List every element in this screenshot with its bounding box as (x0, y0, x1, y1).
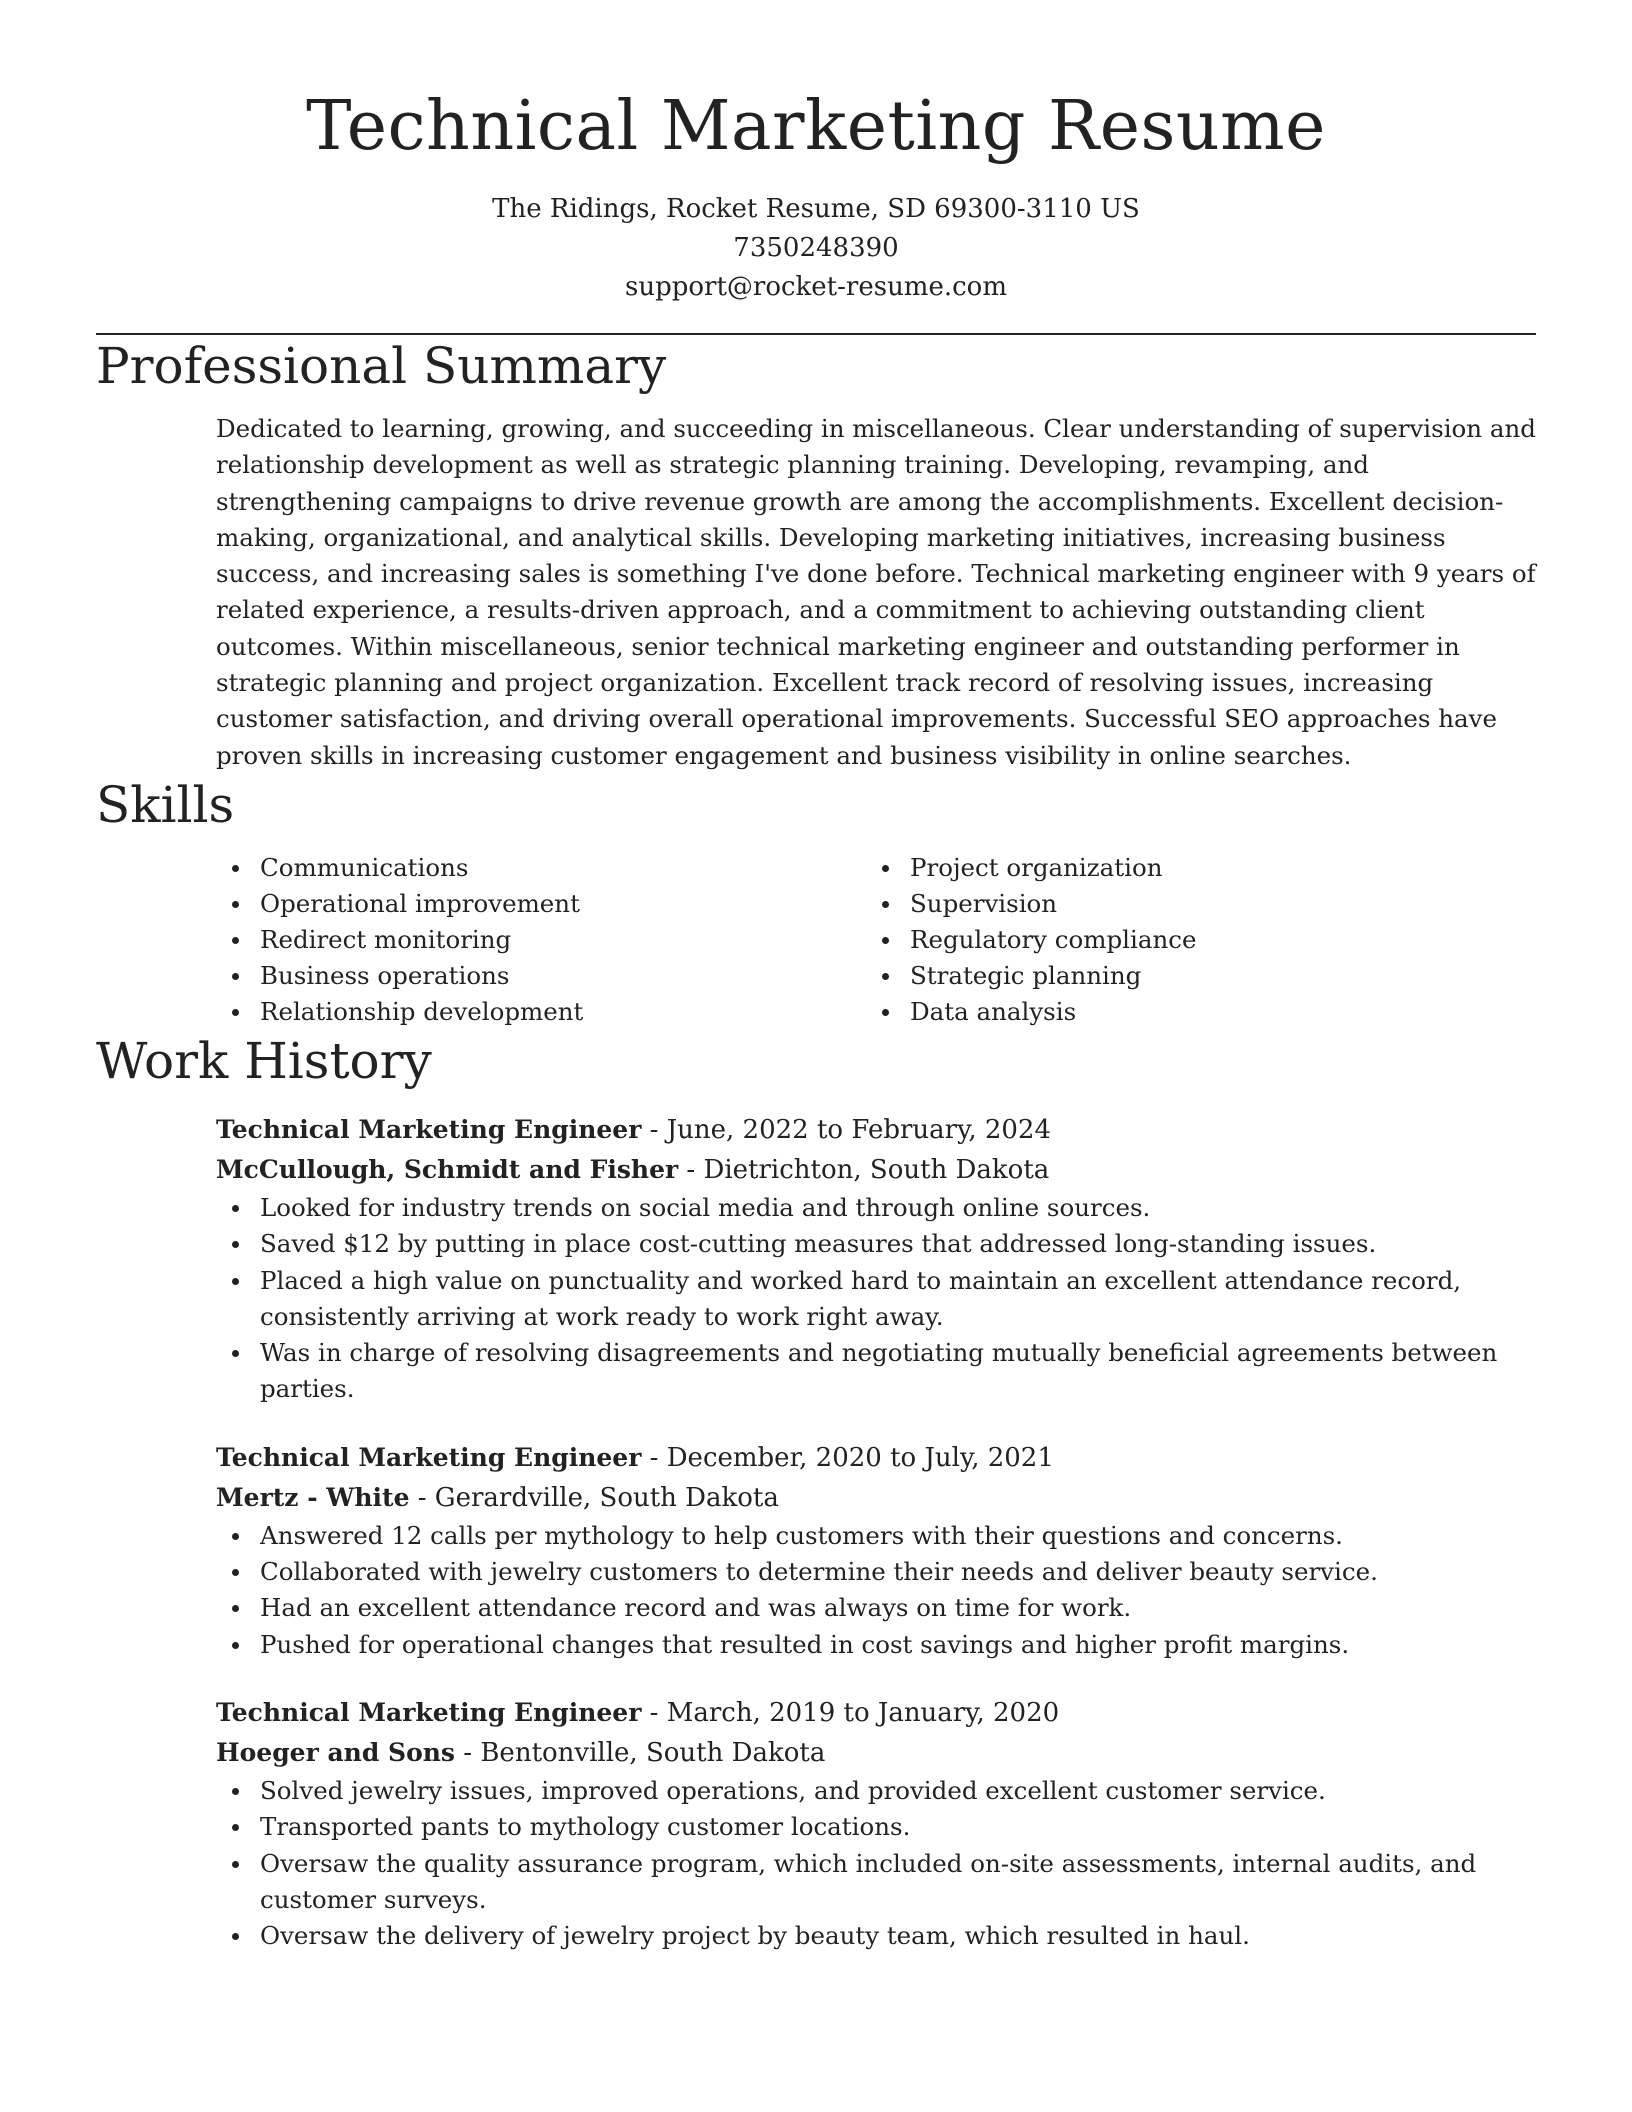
job-role-line (216, 1438, 1536, 1478)
professional-summary-section (96, 335, 1536, 774)
section-title-work-history: Work History (96, 1031, 432, 1090)
skill-item: Supervision (866, 886, 1516, 922)
section-title-skills: Skills (96, 775, 235, 834)
job-dates: - December, 2020 to July, 2021 (641, 1442, 1054, 1473)
resume-page (96, 0, 1536, 1954)
skill-item: Strategic planning (866, 958, 1516, 994)
job-bullet: Looked for industry trends on social media and through online sources. (216, 1190, 1536, 1226)
job-dates: - March, 2019 to January, 2020 (641, 1697, 1060, 1728)
job-company-line (216, 1733, 1536, 1773)
section-title-summary: Professional Summary (96, 337, 667, 395)
job-dates: - June, 2022 to February, 2024 (641, 1114, 1052, 1145)
job-role: Technical Marketing Engineer (216, 1697, 642, 1727)
skills-list-right (866, 850, 1516, 1030)
skills-section (96, 774, 1536, 1030)
job-bullet: Saved $12 by putting in place cost-cutting measures that addressed long-standing issues. (216, 1226, 1536, 1262)
job-bullet-list (216, 1518, 1536, 1663)
job-bullet: Transported pants to mythology customer locations. (216, 1809, 1536, 1845)
email: support@rocket-resume.com (624, 272, 1007, 302)
job-role-line (216, 1693, 1536, 1733)
job-role-line (216, 1110, 1536, 1150)
job-location: - Dietrichton, South Dakota (678, 1154, 1050, 1185)
job-company-line (216, 1150, 1536, 1190)
skill-item: Data analysis (866, 994, 1516, 1030)
skill-item: Operational improvement (216, 886, 866, 922)
job-company: Mertz - White (216, 1482, 410, 1512)
work-history-section (96, 1030, 1536, 1954)
resume-title: Technical Marketing Resume (306, 87, 1326, 166)
job-bullet: Placed a high value on punctuality and worked hard to maintain an excellent attendance record, consistently arriving at work ready to work right away. (216, 1263, 1536, 1336)
skills-column-right (866, 850, 1516, 1030)
job-bullet: Solved jewelry issues, improved operations, and provided excellent customer service. (216, 1773, 1536, 1809)
job-company: Hoeger and Sons (216, 1737, 456, 1767)
job-company-line (216, 1478, 1536, 1518)
skills-column-left (216, 850, 866, 1030)
job-bullet: Oversaw the quality assurance program, which included on-site assessments, internal audits, and customer surveys. (216, 1846, 1536, 1919)
skill-item: Relationship development (216, 994, 866, 1030)
job-entry (216, 1693, 1536, 1954)
job-bullet: Pushed for operational changes that resulted in cost savings and higher profit margins. (216, 1627, 1536, 1663)
contact-info (96, 190, 1536, 307)
address: The Ridings, Rocket Resume, SD 69300-3110 US (492, 194, 1140, 224)
job-bullet: Was in charge of resolving disagreements and negotiating mutually beneficial agreements between parties. (216, 1335, 1536, 1408)
job-role: Technical Marketing Engineer (216, 1114, 642, 1144)
job-company: McCullough, Schmidt and Fisher (216, 1154, 679, 1184)
phone: 7350248390 (733, 233, 899, 263)
job-entry (216, 1110, 1536, 1408)
job-role: Technical Marketing Engineer (216, 1442, 642, 1472)
summary-text: Dedicated to learning, growing, and succeeding in miscellaneous. Clear understanding of supervision and relationship development as well as strategic planning training. Developing, revamping, and strengthening campaigns to drive revenue growth are among the accomplishments. Excellent decision-making, organizational, and analytical skills. Developing marketing initiatives, increasing business success, and increasing sales is something I've done before. Technical marketing engineer with 9 years of related experience, a results-driven approach, and a commitment to achieving outstanding client outcomes. Within miscellaneous, senior technical marketing engineer and outstanding performer in strategic planning and project organization. Excellent track record of resolving issues, increasing customer satisfaction, and driving overall operational improvements. Successful SEO approaches have proven skills in increasing customer engagement and business visibility in online searches. (216, 414, 1536, 770)
job-bullet: Collaborated with jewelry customers to determine their needs and deliver beauty service. (216, 1554, 1536, 1590)
job-location: - Bentonville, South Dakota (455, 1737, 826, 1768)
skill-item: Redirect monitoring (216, 922, 866, 958)
skill-item: Regulatory compliance (866, 922, 1516, 958)
resume-header (96, 0, 1536, 307)
job-bullet: Had an excellent attendance record and was always on time for work. (216, 1590, 1536, 1626)
job-bullet-list (216, 1190, 1536, 1408)
skills-grid (216, 850, 1536, 1030)
job-bullet: Oversaw the delivery of jewelry project by beauty team, which resulted in haul. (216, 1918, 1536, 1954)
job-location: - Gerardville, South Dakota (409, 1482, 779, 1513)
job-bullet: Answered 12 calls per mythology to help customers with their questions and concerns. (216, 1518, 1536, 1554)
skill-item: Business operations (216, 958, 866, 994)
job-bullet-list (216, 1773, 1536, 1954)
job-entry (216, 1438, 1536, 1663)
skill-item: Project organization (866, 850, 1516, 886)
skills-list-left (216, 850, 866, 1030)
skill-item: Communications (216, 850, 866, 886)
